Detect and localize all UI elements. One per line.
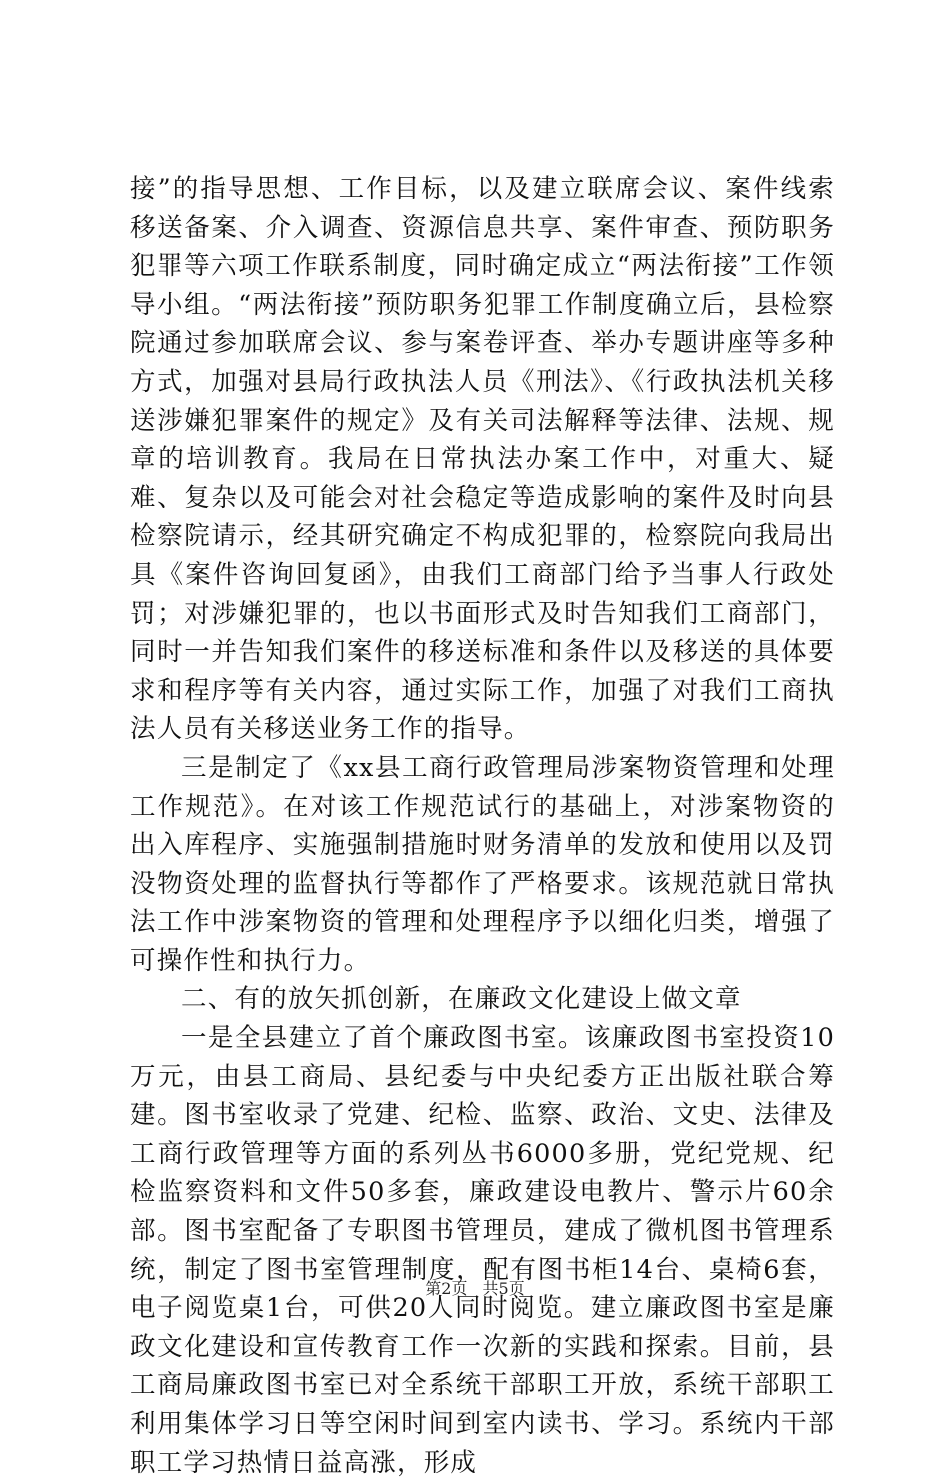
section-heading-two: 二、有的放矢抓创新，在廉政文化建设上做文章 <box>181 984 742 1015</box>
paragraph-item-one: 一是全县建立了首个廉政图书室。该廉政图书室投资10万元，由县工商局、县纪委与中央纪委方正出版社联合筹建。图书室收录了党建、纪检、监察、政治、文史、法律及工商行政管理等方面的系列丛书6000多册，党纪党规、纪检监察资料和文件50多套，廉政建设电教片、警示片60余部。图书室配备了专职图书管理员，建成了微机图书管理系统，制定了图书室管理制度，配有图书柜14台、桌椅6套，电子阅览桌1台，可供20人同时阅览。建立廉政图书室是廉政文化建设和宣传教育工作一次新的实践和探索。目前，县工商局廉政图书室已对全系统干部职工开放，系统干部职工利用集体学习日等空闲时间到室内读书、学习。系统内干部职工学习热情日益高涨，形成 <box>130 1023 835 1478</box>
paragraph-item-three: 三是制定了《xx县工商行政管理局涉案物资管理和处理工作规范》。在对该工作规范试行的基础上，对涉案物资的出入库程序、实施强制措施时财务清单的发放和使用以及罚没物资处理的监督执行等都作了严格要求。该规范就日常执法工作中涉案物资的管理和处理程序予以细化归类，增强了可操作性和执行力。 <box>130 752 835 976</box>
page-total: 共5页 <box>482 1279 525 1298</box>
page-footer <box>0 1279 950 1299</box>
page-number: 第2页 <box>425 1279 468 1298</box>
paragraph-continuation: 接”的指导思想、工作目标，以及建立联席会议、案件线索移送备案、介入调查、资源信息共享、案件审查、预防职务犯罪等六项工作联系制度，同时确定成立“两法衔接”工作领导小组。“两法衔接”预防职务犯罪工作制度确立后，县检察院通过参加联席会议、参与案卷评查、举办专题讲座等多种方式，加强对县局行政执法人员《刑法》、《行政执法机关移送涉嫌犯罪案件的规定》及有关司法解释等法律、法规、规章的培训教育。我局在日常执法办案工作中，对重大、疑难、复杂以及可能会对社会稳定等造成影响的案件及时向县检察院请示，经其研究确定不构成犯罪的，检察院向我局出具《案件咨询回复函》，由我们工商部门给予当事人行政处罚；对涉嫌犯罪的，也以书面形式及时告知我们工商部门，同时一并告知我们案件的移送标准和条件以及移送的具体要求和程序等有关内容，通过实际工作，加强了对我们工商执法人员有关移送业务工作的指导。 <box>130 174 835 745</box>
